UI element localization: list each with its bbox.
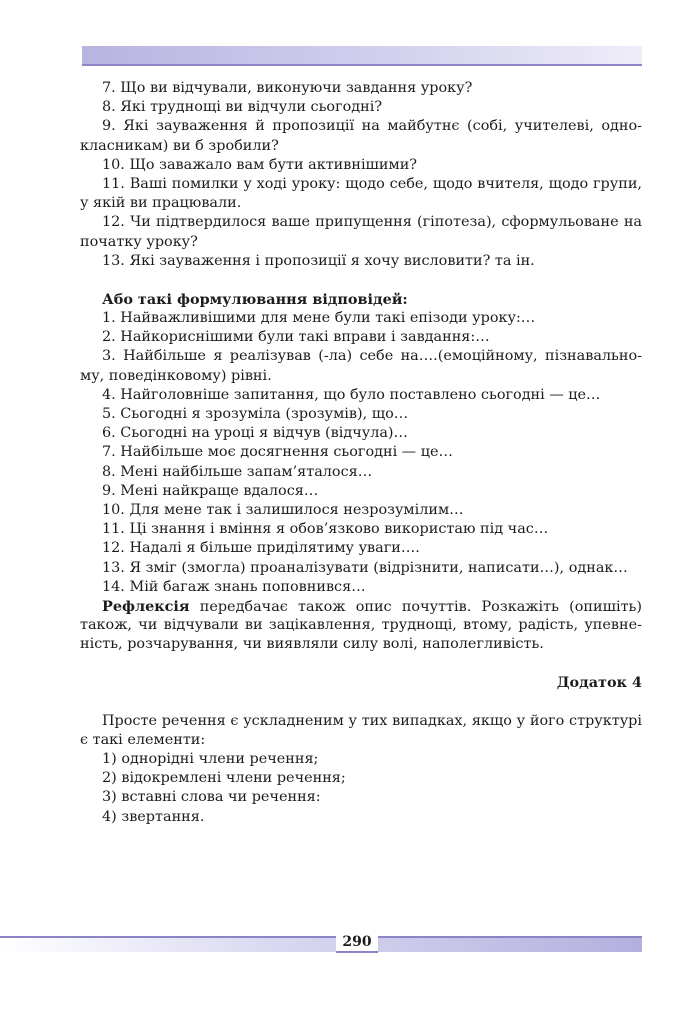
appendix-title: Додаток 4 (556, 674, 642, 692)
appendix-item-3: 3) вставні слова чи речення: (102, 789, 321, 806)
answer-3-line-2: му, поведінковому) рівні. (80, 367, 272, 384)
appendix-intro-line-2: є такі елементи: (80, 731, 206, 748)
reflection-term: Рефлексія (102, 597, 190, 615)
question-11-line-1: 11. Ваші помилки у ході уроку: щодо себе, щодо вчителя, щодо групи, (102, 175, 642, 192)
question-8: 8. Які труднощі ви відчули сьогодні? (102, 99, 383, 116)
appendix-item-1: 1) однорідні члени речення; (102, 751, 319, 767)
answer-1: 1. Найважливішими для мене були такі епізоди уроку:… (102, 310, 536, 327)
question-10: 10. Що заважало вам бути активнішими? (102, 156, 418, 173)
answer-9: 9. Мені найкраще вдалося… (102, 482, 319, 499)
answer-13: 13. Я зміг (змогла) проаналізувати (відрізнити, написати…), однак… (102, 559, 628, 576)
answer-8: 8. Мені найбільше запам’яталося… (102, 463, 373, 480)
answer-14: 14. Мій багаж знань поповнився… (102, 578, 366, 595)
question-11-line-2: у якій ви працювали. (80, 195, 242, 212)
answer-12: 12. Надалі я більше приділятиму уваги…. (102, 540, 420, 557)
question-9-line-2: класникам) ви б зробили? (80, 137, 279, 154)
answer-5: 5. Сьогодні я зрозуміла (зрозумів), що… (102, 406, 409, 422)
footer-decor-bar (0, 936, 642, 952)
answer-4: 4. Найголовніше запитання, що було поставлено сьогодні — це… (102, 386, 601, 403)
question-12-line-2: початку уроку? (80, 233, 198, 250)
question-7: 7. Що ви відчували, виконуючи завдання уроку? (102, 80, 473, 96)
reflection-line-1 (80, 597, 642, 616)
answers-heading: Або такі формулювання відповідей: (102, 290, 408, 308)
appendix-item-2: 2) відокремлені члени речення; (102, 770, 346, 787)
appendix-item-4: 4) звертання. (102, 808, 205, 825)
reflection-line-1-text: передбачає також опис почуттів. Розкажіть (опишіть) (189, 598, 642, 615)
reflection-line-2: також, чи відчували ви зацікавлення, труднощі, втому, радість, упевне- (80, 617, 642, 634)
answer-11: 11. Ці знання і вміння я обов’язково використаю під час… (102, 521, 549, 538)
answer-6: 6. Сьогодні на уроці я відчув (відчула)… (102, 425, 408, 442)
answer-3-line-1: 3. Найбільше я реалізував (-ла) себе на….(емоційному, пізнавально- (102, 348, 642, 365)
page-number: 290 (336, 933, 378, 953)
header-decor-bar (82, 46, 642, 66)
appendix-intro-line-1: Просте речення є ускладненим у тих випадках, якщо у його структурі (102, 712, 642, 729)
answer-2: 2. Найкориснішими були такі вправи і завдання:… (102, 329, 490, 346)
question-12-line-1: 12. Чи підтвердилося ваше припущення (гіпотеза), сформульоване на (102, 214, 642, 231)
question-13: 13. Які зауваження і пропозиції я хочу висловити? та ін. (102, 252, 535, 269)
answer-7: 7. Найбільше моє досягнення сьогодні — це… (102, 444, 453, 461)
answer-10: 10. Для мене так і залишилося незрозумілим… (102, 501, 464, 518)
page-content (80, 79, 642, 827)
question-9-line-1: 9. Які зауваження й пропозиції на майбутнє (собі, учителеві, одно- (102, 118, 642, 135)
reflection-line-3: ність, розчарування, чи виявляли силу волі, наполегливість. (80, 636, 544, 653)
